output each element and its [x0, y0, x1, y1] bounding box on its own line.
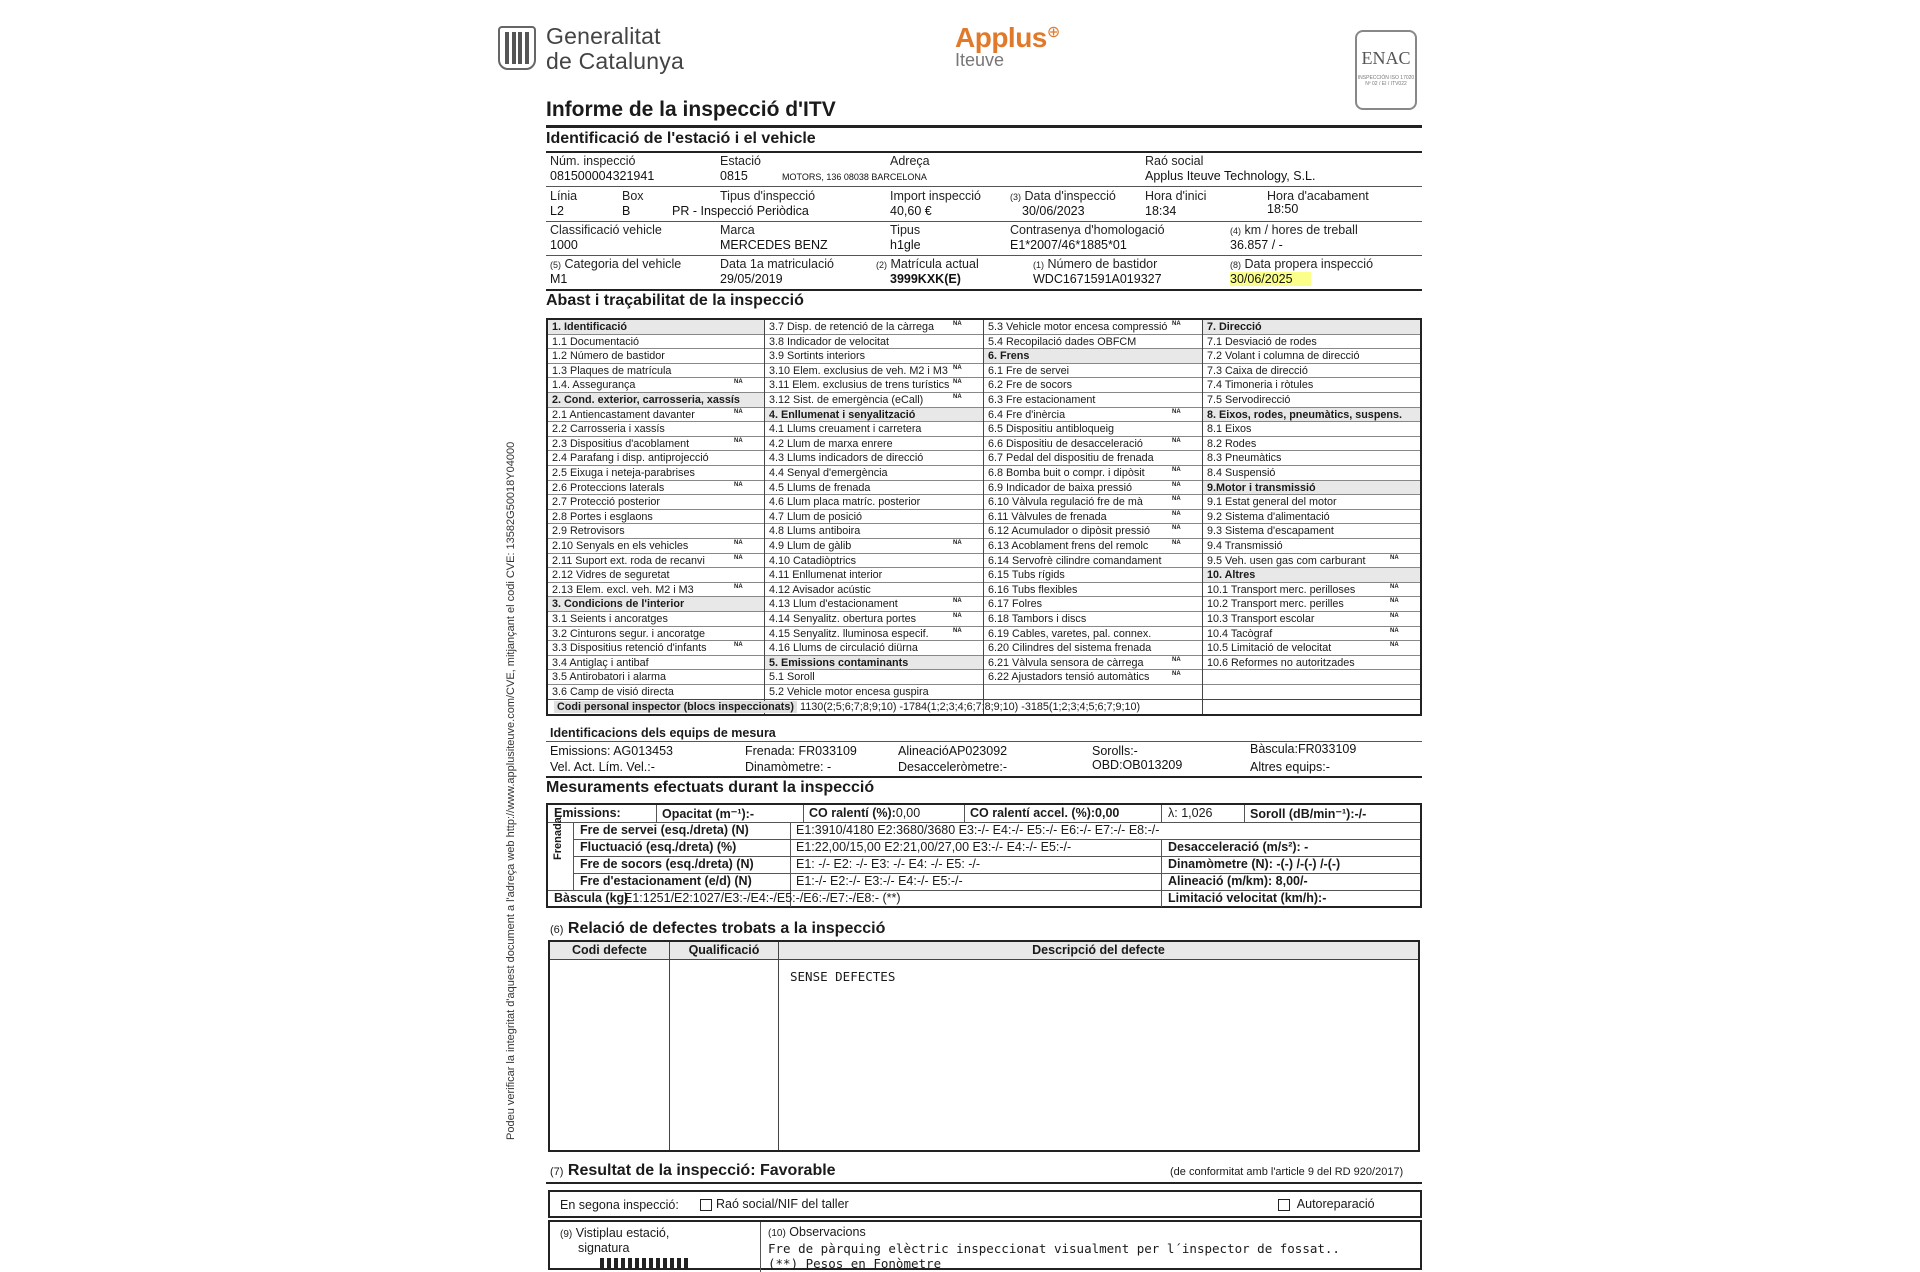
na-mark: NA	[953, 598, 962, 605]
na-mark: NA	[1172, 525, 1181, 532]
checklist-item: 7.4 Timoneria i ròtules	[1203, 378, 1420, 393]
codi-inspector-row	[548, 699, 1420, 714]
checklist-item: 4.13 Llum d'estacionament	[765, 597, 983, 612]
checklist-item: 10.5 Limitació de velocitat	[1203, 641, 1420, 656]
checklist-item: 2.12 Vidres de seguretat	[548, 568, 764, 583]
applus-logo	[955, 22, 1060, 71]
autoreparacio-label: Autoreparació	[1296, 1197, 1375, 1211]
na-mark: NA	[953, 321, 962, 327]
bastidor-label: Número de bastidor	[1047, 257, 1158, 271]
checklist-item	[1203, 670, 1420, 685]
equip-obd: OBD:OB013209	[1092, 758, 1183, 772]
checklist-item	[984, 685, 1202, 700]
contrasenya-value: E1*2007/46*1885*01	[1010, 238, 1127, 252]
matricula-value: 3999KXK(E)	[890, 272, 961, 286]
checklist-item: 8.4 Suspensió	[1203, 466, 1420, 481]
meas-co-accel: CO ralentí accel. (%):0,00	[970, 806, 1120, 820]
adreca-value: MOTORS, 136 08038 BARCELONA	[782, 172, 927, 182]
na-mark: NA	[1390, 627, 1399, 634]
equip-bascula: Bàscula:FR033109	[1250, 742, 1357, 756]
meas-divider	[573, 822, 574, 890]
checklist-item: 4.11 Enllumenat interior	[765, 568, 983, 583]
estacio-label: Estació	[720, 154, 761, 168]
checklist-section-header: 4. Enllumenat i senyalització	[765, 408, 983, 423]
autoreparacio-checkbox[interactable]	[1278, 1199, 1290, 1211]
checklist-item	[1203, 685, 1420, 700]
equip-sorolls: Sorolls:-	[1092, 744, 1138, 758]
checklist-item: 6.3 Fre estacionament	[984, 393, 1202, 408]
checklist-section-header: 6. Frens	[984, 349, 1202, 364]
defects-col-codi: Codi defecte	[550, 942, 669, 960]
checklist-item: 10.1 Transport merc. perilloses	[1203, 583, 1420, 598]
meas-fluctuacio-value: E1:22,00/15,00 E2:21,00/27,00 E3:-/- E4:-/- E5:-/-	[796, 840, 1072, 854]
checklist-item: 4.2 Llum de marxa enrere	[765, 437, 983, 452]
checklist-item: 4.15 Senyalitz. lluminosa especif.	[765, 627, 983, 642]
na-mark: NA	[1172, 656, 1181, 663]
na-mark: NA	[1172, 321, 1181, 327]
num-inspeccio-label: Núm. inspecció	[550, 154, 636, 168]
checklist-item: 2.11 Suport ext. roda de recanvi	[548, 554, 764, 569]
km-num: (4)	[1230, 226, 1241, 236]
data-matriculacio-value: 29/05/2019	[720, 272, 783, 286]
checklist-item: 6.18 Tambors i discs	[984, 612, 1202, 627]
observacions-text: Fre de pàrquing elèctric inspeccionat visualment per l´inspector de fossat..	[768, 1241, 1340, 1256]
checklist-item: 7.5 Servodirecció	[1203, 393, 1420, 408]
na-mark: NA	[1172, 481, 1181, 488]
na-mark: NA	[1172, 496, 1181, 503]
checklist-item: 4.9 Llum de gàlib	[765, 539, 983, 554]
checklist-section-header: 5. Emissions contaminants	[765, 656, 983, 671]
import-label: Import inspecció	[890, 189, 982, 203]
rao-social-label: Raó social	[1145, 154, 1204, 168]
plus-icon: ⊕	[1046, 24, 1061, 41]
checklist-item: 10.3 Transport escolar	[1203, 612, 1420, 627]
checklist-item: 8.1 Eixos	[1203, 422, 1420, 437]
checklist-item: 7.1 Desviació de rodes	[1203, 335, 1420, 350]
meas-fre-servei-value: E1:3910/4180 E2:3680/3680 E3:-/- E4:-/- E5:-/- E6:-/- E7:-/- E8:-/-	[796, 823, 1160, 837]
hora-inici-label: Hora d'inici	[1145, 189, 1207, 203]
generalitat-line2: de Catalunya	[546, 48, 684, 74]
checklist-item: 9.1 Estat general del motor	[1203, 495, 1420, 510]
meas-bascula-value: E1:1251/E2:1027/E3:-/E4:-/E5:-/E6:-/E7:-/E8:- (**)	[624, 891, 901, 905]
na-mark: NA	[1390, 642, 1399, 649]
meas-desacceleracio: Desacceleració (m/s²): -	[1168, 840, 1309, 854]
checklist-item: 3.9 Sortints interiors	[765, 349, 983, 364]
generalitat-logo	[498, 22, 698, 74]
na-mark: NA	[734, 540, 743, 546]
defectes-section-title: Relació de defectes trobats a la inspecció	[567, 920, 886, 937]
na-mark: NA	[734, 437, 743, 444]
marca-value: MERCEDES BENZ	[720, 238, 828, 252]
bastidor-value: WDC1671591A019327	[1033, 272, 1162, 286]
categoria-num: (5)	[550, 260, 561, 270]
km-label: km / hores de treball	[1244, 223, 1358, 237]
defects-table	[548, 940, 1420, 1152]
checklist-item: 6.1 Fre de servei	[984, 364, 1202, 379]
checklist-item: 6.5 Dispositiu antibloqueig	[984, 422, 1202, 437]
tipus-label: Tipus	[890, 223, 921, 237]
defects-divider	[778, 942, 779, 1150]
checklist-item: 7.3 Caixa de direcció	[1203, 364, 1420, 379]
checklist-section-header: 2. Cond. exterior, carrosseria, xassís	[548, 393, 764, 408]
enac-text: ENAC	[1361, 48, 1411, 68]
mesuraments-section-title: Mesuraments efectuats durant la inspecció	[546, 779, 875, 796]
generalitat-crest-icon	[498, 26, 536, 70]
checklist-item: 1.1 Documentació	[548, 335, 764, 350]
checklist-item: 10.6 Reformes no autoritzades	[1203, 656, 1420, 671]
meas-limitacio: Limitació velocitat (km/h):-	[1168, 891, 1327, 905]
meas-fre-estac-value: E1:-/- E2:-/- E3:-/- E4:-/- E5:-/-	[796, 874, 963, 888]
signatura-label: signatura	[578, 1241, 630, 1255]
checklist-section-header: 1. Identificació	[548, 320, 764, 335]
checklist-item: 7.2 Volant i columna de direcció	[1203, 349, 1420, 364]
propera-num: (8)	[1230, 260, 1241, 270]
vistiplau-num: (9)	[560, 1229, 573, 1240]
checklist-item: 3.11 Elem. exclusius de trens turístics	[765, 378, 983, 393]
defects-description-text: SENSE DEFECTES	[790, 969, 896, 984]
bastidor-num: (1)	[1033, 260, 1044, 270]
linia-value: L2	[550, 204, 564, 218]
checklist-item: 9.4 Transmissió	[1203, 539, 1420, 554]
contrasenya-label: Contrasenya d'homologació	[1010, 223, 1165, 237]
data-inspeccio-label: Data d'inspecció	[1024, 189, 1116, 203]
checklist-item: 5.3 Vehicle motor encesa compressió	[984, 320, 1202, 335]
checklist-item: 2.3 Dispositius d'acoblament	[548, 437, 764, 452]
na-mark: NA	[1172, 467, 1181, 473]
checklist-item: 5.4 Recopilació dades OBFCM	[984, 335, 1202, 350]
equip-emissions: Emissions: AG013453	[550, 744, 673, 758]
meas-emissions-label: Emissions:	[554, 806, 621, 820]
meas-bascula-label: Bàscula (kg)	[554, 891, 629, 905]
checklist-item: 9.5 Veh. usen gas com carburant	[1203, 554, 1420, 569]
equip-vel-act: Vel. Act. Lím. Vel.:-	[550, 760, 655, 774]
tipus-inspeccio-label: Tipus d'inspecció	[720, 189, 816, 203]
meas-fluctuacio-label: Fluctuació (esq./dreta) (%)	[580, 840, 737, 854]
checklist-item: 6.14 Servofrè cilindre comandament	[984, 554, 1202, 569]
resultat-num: (7)	[550, 1166, 564, 1178]
equip-dinamometre: Dinamòmetre: -	[745, 760, 832, 774]
ident-row-divider-2	[546, 221, 1422, 222]
classificacio-value: 1000	[550, 238, 578, 252]
na-mark: NA	[953, 394, 962, 400]
hora-acabament-label: Hora d'acabament	[1267, 189, 1369, 203]
na-mark: NA	[953, 627, 962, 634]
defects-divider	[669, 942, 670, 1150]
enac-seal	[1355, 30, 1417, 110]
checklist-item: 3.5 Antirobatori i alarma	[548, 670, 764, 685]
checklist-item: 4.16 Llums de circulació diürna	[765, 641, 983, 656]
measurements-table	[546, 803, 1422, 908]
checklist-item: 2.9 Retrovisors	[548, 524, 764, 539]
na-mark: NA	[734, 642, 743, 649]
checklist-item: 4.4 Senyal d'emergència	[765, 466, 983, 481]
checklist-item: 2.1 Antiencastament davanter	[548, 408, 764, 423]
hora-inici-value: 18:34	[1145, 204, 1177, 218]
checklist-item: 3.3 Dispositius retenció d'infants	[548, 641, 764, 656]
checklist-item: 9.2 Sistema d'alimentació	[1203, 510, 1420, 525]
meas-divider	[1244, 805, 1245, 822]
checklist-item: 10.2 Transport merc. perilles	[1203, 597, 1420, 612]
equip-alineacio: AlineacióAP023092	[898, 744, 1008, 758]
frenada-vertical-label: Frenada	[552, 817, 564, 860]
checklist-item: 6.10 Vàlvula regulació fre de mà	[984, 495, 1202, 510]
defects-col-qualificacio: Qualificació	[670, 942, 778, 960]
segona-inspeccio-label: En segona inspecció:	[560, 1198, 679, 1212]
meas-divider	[1161, 839, 1162, 907]
checklist-item: 2.7 Protecció posterior	[548, 495, 764, 510]
checklist-item: 8.2 Rodes	[1203, 437, 1420, 452]
checklist-item: 1.4. Assegurança	[548, 378, 764, 393]
checklist-item: 6.4 Fre d'inèrcia	[984, 408, 1202, 423]
estacio-value: 0815	[720, 169, 748, 183]
defects-col-descripcio: Descripció del defecte	[779, 942, 1418, 960]
classificacio-label: Classificació vehicle	[550, 223, 662, 237]
categoria-value: M1	[550, 272, 568, 286]
na-mark: NA	[1172, 437, 1181, 444]
na-mark: NA	[953, 613, 962, 619]
meas-dinamometre: Dinamòmetre (N): -(-) /-(-) /-(-)	[1168, 857, 1341, 871]
checklist-section-header: 10. Altres	[1203, 568, 1420, 583]
na-mark: NA	[953, 540, 962, 546]
tipus-value: h1gle	[890, 238, 921, 252]
na-mark: NA	[953, 379, 962, 386]
checklist-divider	[764, 320, 765, 714]
na-mark: NA	[1172, 671, 1181, 678]
checklist-item: 8.3 Pneumàtics	[1203, 451, 1420, 466]
checklist-item: 2.8 Portes i esglaons	[548, 510, 764, 525]
checklist-item: 4.10 Catadiòptrics	[765, 554, 983, 569]
checklist-item: 6.7 Pedal del dispositiu de frenada	[984, 451, 1202, 466]
checklist-item: 6.2 Fre de socors	[984, 378, 1202, 393]
ident-row-divider-1	[546, 186, 1422, 187]
na-mark: NA	[734, 408, 743, 415]
checklist-section-header: 9.Motor i transmissió	[1203, 481, 1420, 496]
rao-taller-checkbox[interactable]	[700, 1199, 712, 1211]
resultat-value: Favorable	[759, 1162, 836, 1179]
matricula-label: Matrícula actual	[890, 257, 979, 271]
num-inspeccio-value: 081500004321941	[550, 169, 655, 183]
equip-altres: Altres equips:-	[1250, 760, 1330, 774]
resultat-label: Resultat de la inspecció:	[567, 1162, 756, 1179]
vistiplau-label: Vistiplau estació,	[575, 1226, 670, 1240]
na-mark: NA	[734, 554, 743, 561]
na-mark: NA	[734, 379, 743, 386]
meas-opacitat: Opacitat (m⁻¹):-	[662, 807, 755, 821]
checklist-item: 6.21 Vàlvula sensora de càrrega	[984, 656, 1202, 671]
checklist-divider	[983, 320, 984, 714]
checklist-item: 3.10 Elem. exclusius de veh. M2 i M3	[765, 364, 983, 379]
na-mark: NA	[1390, 613, 1399, 619]
km-value: 36.857 / -	[1230, 238, 1283, 252]
rao-taller-label: Raó social/NIF del taller	[716, 1197, 849, 1211]
checklist-item: 6.22 Ajustadors tensió automàtics	[984, 670, 1202, 685]
checklist-item: 4.6 Llum placa matríc. posterior	[765, 495, 983, 510]
inspection-checklist	[546, 318, 1422, 716]
na-mark: NA	[1390, 583, 1399, 590]
checklist-item: 4.3 Llums indicadors de direcció	[765, 451, 983, 466]
linia-label: Línia	[550, 189, 578, 203]
checklist-item: 2.2 Carrosseria i xassís	[548, 422, 764, 437]
resultat-note: (de conformitat amb l'article 9 del RD 920/2017)	[1170, 1166, 1404, 1178]
defectes-num: (6)	[550, 924, 564, 936]
tipus-inspeccio-value: PR - Inspecció Periòdica	[672, 204, 809, 218]
rao-social-value: Applus Iteuve Technology, S.L.	[1145, 169, 1316, 183]
checklist-item: 4.1 Llums creuament i carretera	[765, 422, 983, 437]
checklist-item: 4.7 Llum de posició	[765, 510, 983, 525]
adreca-label: Adreça	[890, 154, 930, 168]
page-title: Informe de la inspecció d'ITV	[546, 98, 836, 121]
resultat-rule	[546, 1182, 1422, 1184]
checklist-item: 9.3 Sistema d'escapament	[1203, 524, 1420, 539]
categoria-label: Categoria del vehicle	[564, 257, 682, 271]
checklist-item: 3.6 Camp de visió directa	[548, 685, 764, 700]
checklist-section-header: 7. Direcció	[1203, 320, 1420, 335]
data-matriculacio-label: Data 1a matriculació	[720, 257, 834, 271]
checklist-divider	[1202, 320, 1203, 714]
meas-soroll: Soroll (dB/min⁻¹):-/-	[1250, 807, 1367, 821]
verification-side-text: Podeu verificar la integritat d'aquest document a l'adreça web http://www.applusiteuve.com/CVE, mitjançant el codi CVE: 13582G50018Y04000	[505, 441, 517, 1140]
meas-fre-socors-label: Fre de socors (esq./dreta) (N)	[580, 857, 754, 871]
meas-fre-servei-label: Fre de servei (esq./dreta) (N)	[580, 823, 749, 837]
codi-inspector-label: Codi personal inspector (blocs inspeccionats)	[554, 701, 797, 713]
equips-bottom-rule	[546, 776, 1422, 778]
equip-desaccelerometre: Desacceleròmetre:-	[898, 760, 1008, 774]
checklist-item: 6.6 Dispositiu de desacceleració	[984, 437, 1202, 452]
checklist-item: 5.1 Soroll	[765, 670, 983, 685]
na-mark: NA	[734, 481, 743, 488]
observacions-label: Observacions	[789, 1225, 866, 1239]
title-rule	[546, 125, 1422, 128]
na-mark: NA	[1172, 408, 1181, 415]
meas-alineacio: Alineació (m/km): 8,00/-	[1168, 874, 1308, 888]
checklist-item: 3.2 Cinturons segur. i ancoratge	[548, 627, 764, 642]
propera-inspeccio-label: Data propera inspecció	[1244, 257, 1374, 271]
checklist-item: 6.12 Acumulador o dipòsit pressió	[984, 524, 1202, 539]
checklist-item: 5.2 Vehicle motor encesa guspira	[765, 685, 983, 700]
checklist-item: 2.4 Parafang i disp. antiprojecció	[548, 451, 764, 466]
checklist-item: 6.20 Cilindres del sistema frenada	[984, 641, 1202, 656]
meas-co-ralenti-label: CO ralentí (%):	[809, 806, 896, 820]
meas-co-ralenti-value: 0,00	[895, 806, 921, 820]
data-inspeccio-value: 30/06/2023	[1022, 204, 1085, 218]
na-mark: NA	[1172, 540, 1181, 546]
checklist-item: 1.2 Número de bastidor	[548, 349, 764, 364]
checklist-item: 3.4 Antiglaç i antibaf	[548, 656, 764, 671]
checklist-item: 6.8 Bomba buit o compr. i dipòsit	[984, 466, 1202, 481]
box-value: B	[622, 204, 631, 218]
observacions-text-2: (**) Pesos en Fonòmetre	[768, 1256, 942, 1271]
meas-fre-estac-label: Fre d'estacionament (e/d) (N)	[580, 874, 752, 888]
generalitat-line1: Generalitat	[546, 23, 661, 49]
checklist-item: 4.5 Llums de frenada	[765, 481, 983, 496]
observacions-num: (10)	[768, 1228, 786, 1239]
abast-section-title: Abast i traçabilitat de la inspecció	[546, 292, 804, 309]
checklist-item: 6.17 Folres	[984, 597, 1202, 612]
checklist-item: 6.19 Cables, varetes, pal. connex.	[984, 627, 1202, 642]
vistiplau-divider	[760, 1222, 761, 1272]
enac-small-text: INSPECCIÓN ISO 17020 Nº 02 / EI / ITV022	[1357, 75, 1415, 87]
marca-label: Marca	[720, 223, 755, 237]
checklist-item: 3.8 Indicador de velocitat	[765, 335, 983, 350]
checklist-item: 10.4 Tacògraf	[1203, 627, 1420, 642]
checklist-item: 6.11 Vàlvules de frenada	[984, 510, 1202, 525]
na-mark: NA	[953, 364, 962, 371]
ident-row-divider-3	[546, 255, 1422, 256]
checklist-item: 6.16 Tubs flexibles	[984, 583, 1202, 598]
ident-rule	[546, 151, 1422, 153]
ident-section-title: Identificació de l'estació i el vehicle	[546, 130, 816, 147]
matricula-num: (2)	[876, 260, 887, 270]
checklist-item: 3.7 Disp. de retenció de la càrrega	[765, 320, 983, 335]
checklist-item: 3.1 Seients i ancoratges	[548, 612, 764, 627]
na-mark: NA	[1390, 598, 1399, 605]
na-mark: NA	[1390, 554, 1399, 561]
ident-bottom-rule	[546, 289, 1422, 291]
checklist-item: 6.15 Tubs rígids	[984, 568, 1202, 583]
checklist-item: 3.12 Sist. de emergència (eCall)	[765, 393, 983, 408]
vistiplau-observacions-box	[548, 1220, 1422, 1270]
checklist-section-header: 8. Eixos, rodes, pneumàtics, suspens.	[1203, 408, 1420, 423]
iteuve-text: Iteuve	[955, 50, 1005, 70]
checklist-item: 2.10 Senyals en els vehicles	[548, 539, 764, 554]
segona-inspeccio-box	[548, 1190, 1422, 1218]
na-mark: NA	[734, 583, 743, 590]
meas-divider	[803, 805, 804, 822]
checklist-item: 4.14 Senyalitz. obertura portes	[765, 612, 983, 627]
checklist-item: 4.12 Avisador acústic	[765, 583, 983, 598]
meas-fre-socors-value: E1: -/- E2: -/- E3: -/- E4: -/- E5: -/-	[796, 857, 981, 871]
equips-section-title: Identificacions dels equips de mesura	[550, 726, 776, 740]
meas-divider	[1161, 805, 1162, 822]
meas-lambda: λ: 1,026	[1168, 806, 1213, 820]
meas-divider	[964, 805, 965, 822]
checklist-item: 2.5 Eixuga i neteja-parabrises	[548, 466, 764, 481]
checklist-item: 6.9 Indicador de baixa pressió	[984, 481, 1202, 496]
applus-text: Applus	[955, 22, 1047, 53]
hora-acabament-value: 18:50	[1267, 202, 1299, 216]
checklist-item: 2.13 Elem. excl. veh. M2 i M3	[548, 583, 764, 598]
checklist-item: 1.3 Plaques de matrícula	[548, 364, 764, 379]
data-inspeccio-num: (3)	[1010, 192, 1021, 202]
checklist-item: 6.13 Acoblament frens del remolc	[984, 539, 1202, 554]
equip-frenada: Frenada: FR033109	[745, 744, 857, 758]
box-label: Box	[622, 189, 644, 203]
meas-divider	[656, 805, 657, 822]
na-mark: NA	[1172, 510, 1181, 517]
checklist-item: 4.8 Llums antiboira	[765, 524, 983, 539]
checklist-item: 2.6 Proteccions laterals	[548, 481, 764, 496]
codi-inspector-value: 1130(2;5;6;7;8;9;10) -1784(1;2;3;4;6;7;8;9;10) -3185(1;2;3;4;5;6;7;9;10)	[799, 701, 1141, 713]
import-value: 40,60 €	[890, 204, 932, 218]
propera-inspeccio-value: 30/06/2025	[1230, 272, 1311, 286]
checklist-section-header: 3. Condicions de l'interior	[548, 597, 764, 612]
